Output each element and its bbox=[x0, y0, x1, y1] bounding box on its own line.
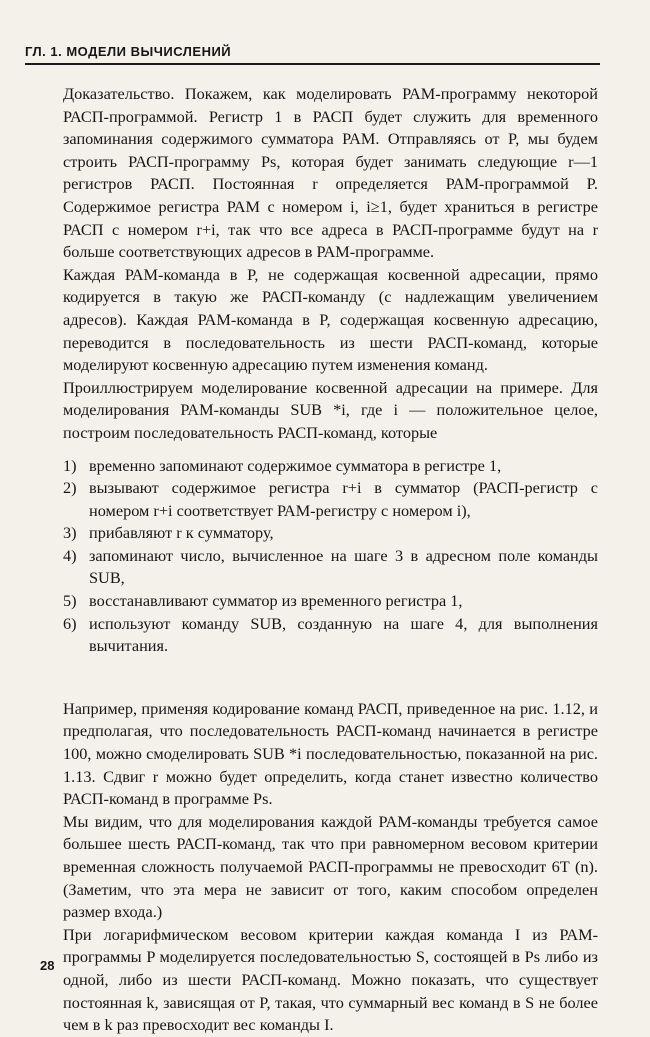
list-item: 4) запоминают число, вычисленное на шаге 3 в адресном поле команды SUB, bbox=[63, 545, 598, 588]
list-item: 5) восстанавливают сумматор из временного регистра 1, bbox=[63, 591, 463, 611]
paragraph-log-cost: При логарифмическом весовом критерии каждая команда I из РАМ-программы P моделируется последовательностью S, состоящей в Ps либо из одной, либо из шести РАСП-команд. Можно показать, что существует постоянная k, зависящая от P, такая, что суммарный вес команд в S не более чем в k раз превосходит вес команды I. bbox=[63, 924, 598, 1035]
main-text bbox=[63, 83, 598, 1037]
paragraph-direct-coding: Каждая РАМ-команда в P, не содержащая косвенной адресации, прямо кодируется в такую же РАСП-команду (с надлежащим увеличением адресов). Каждая РАМ-команда в P, содержащая косвенную адресацию, переводится в последовательность из шести РАСП-команд, которые моделируют косвенную адресацию путем изменения команд. bbox=[63, 264, 598, 375]
list-item: 3) прибавляют r к сумматору, bbox=[63, 523, 274, 543]
paragraph-proof: Доказательство. Покажем, как моделировать РАМ-программу некоторой РАСП-программой. Регистр 1 в РАСП будет служить для временного запоминания содержимого сумматора РАМ. Отправляясь от P, мы будем строить РАСП-программу Ps, которая будет занимать следующие r—1 регистров РАСП. Постоянная r определяется РАМ-программой P. Содержимое регистра РАМ с номером i, i≥1, будет храниться в регистре РАСП с номером r+i, так что все адреса в РАСП-программе будут на r больше соответствующих адресов в РАМ-программе. bbox=[63, 84, 598, 262]
page-number: 28 bbox=[40, 958, 55, 973]
header-rule bbox=[25, 63, 600, 65]
paragraph-uniform-cost: Мы видим, что для моделирования каждой РАМ-команды требуется самое большее шесть РАСП-команд, так что при равномерном весовом критерии временная сложность получаемой РАСП-программы не превосходит 6T (n). (Заметим, что эта мера не зависит от того, каким способом определен размер входа.) bbox=[63, 811, 598, 922]
list-item: 6) используют команду SUB, созданную на шаге 4, для выполнения вычитания. bbox=[63, 613, 598, 656]
paragraph-illustration: Проиллюстрируем моделирование косвенной адресации на примере. Для моделирования РАМ-команды SUB *i, где i — положительное целое, построим последовательность РАСП-команд, которые bbox=[63, 377, 598, 442]
list-item: 1) временно запоминают содержимое сумматора в регистре 1, bbox=[63, 455, 502, 475]
step-list bbox=[63, 455, 598, 658]
running-header: ГЛ. 1. МОДЕЛИ ВЫЧИСЛЕНИЙ bbox=[25, 44, 232, 59]
list-item: 2) вызывают содержимое регистра r+i в сумматор (РАСП-регистр с номером r+i соответствует РАМ-регистру с номером i), bbox=[63, 478, 598, 520]
paragraph-example: Например, применяя кодирование команд РАСП, приведенное на рис. 1.12, и предполагая, что последовательность РАСП-команд начинается в регистре 100, можно смоделировать SUB *i последовательностью, показанной на рис. 1.13. Сдвиг r можно будет определить, когда станет известно количество РАСП-команд в программе Ps. bbox=[63, 698, 598, 809]
